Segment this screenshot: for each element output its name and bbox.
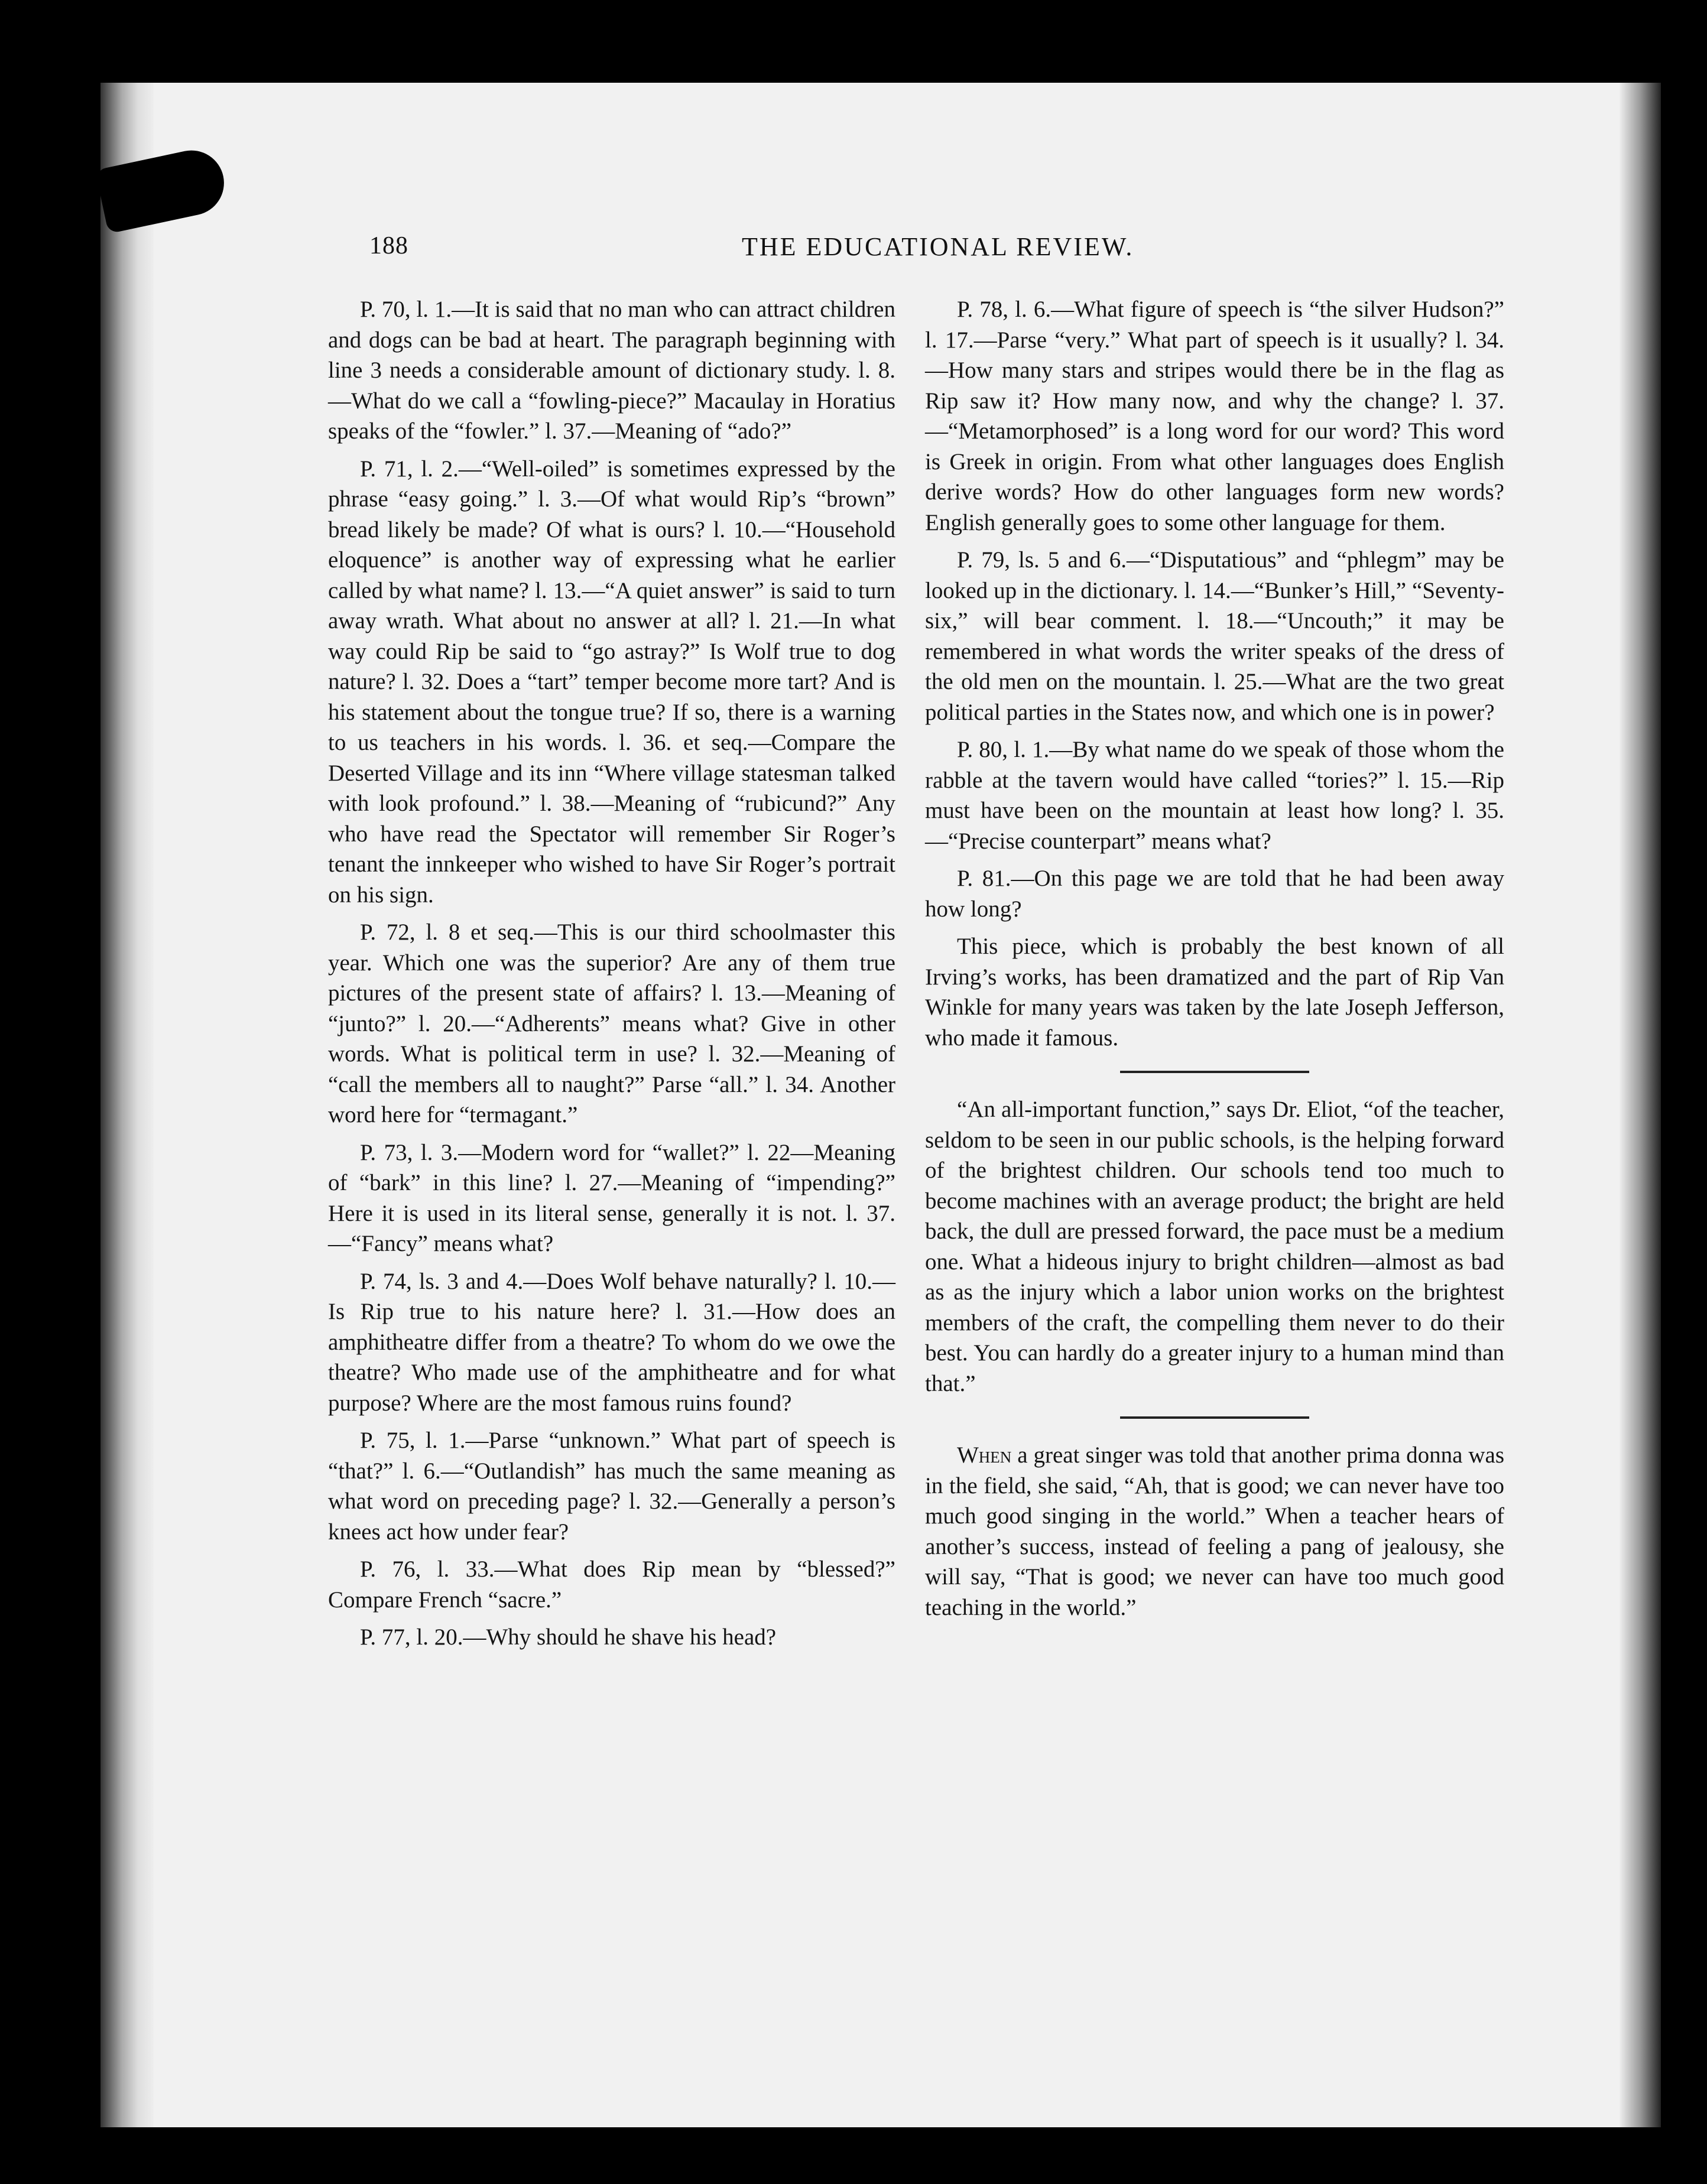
page-number: 188 [369, 232, 408, 259]
paragraph-irving-note: This piece, which is probably the best known of all Irving’s works, has been dramatized and the part of Rip Van Winkle for many years was taken by the late Joseph Jefferson, who made it famous. [925, 934, 1504, 1051]
paragraph-p79: P. 79, ls. 5 and 6.—“Disputatious” and “phlegm” may be looked up in the dictionary. l. 14.—“Bunker’s Hill,” “Seventy-six,” will bear comment. l. 18.—“Uncouth;” it may be remembered in what words the writer speaks of the dress of the old men on the mountain. l. 25.—What are the two great political parties in the States now, and which one is in power? [925, 547, 1504, 725]
paragraph-p78: P. 78, l. 6.—What figure of speech is “the silver Hudson?” l. 17.—Parse “very.” What part of speech is it usually? l. 34.—How many stars and stripes would there be in the flag as Rip saw it? How many now, and why the change? l. 37.—“Metamorphosed” is a long word for our word? This word is Greek in origin. From what other languages does English derive words? How do other languages form new words? English generally goes to some other language for them. [925, 297, 1504, 535]
page-header [369, 232, 1185, 267]
paragraph-p70: P. 70, l. 1.—It is said that no man who can attract children and dogs can be bad at heart. The paragraph beginning with line 3 needs a considerable amount of dictionary study. l. 8.—What do we call a “fowling-piece?” Macaulay in Horatius speaks of the “fowler.” l. 37.—Meaning of “ado?” [328, 297, 895, 444]
page-edge [1620, 83, 1661, 2127]
lead-word: When [957, 1442, 1012, 1468]
paragraph-p80: P. 80, l. 1.—By what name do we speak of those whom the rabble at the tavern would have called “tories?” l. 15.—Rip must have been on the mountain at least how long? l. 35.—“Precise counterpart” means what? [925, 737, 1504, 854]
paragraph-p73: P. 73, l. 3.—Modern word for “wallet?” l. 22—Meaning of “bark” in this line? l. 27.—Meaning of “impending?” Here it is used in its literal sense, generally it is not. l. 37.—“Fancy” means what? [328, 1139, 895, 1256]
right-column [925, 294, 1504, 1630]
paragraph-p76: P. 76, l. 33.—What does Rip mean by “blessed?” Compare French “sacre.” [328, 1556, 895, 1613]
running-title: THE EDUCATIONAL REVIEW. [742, 232, 1134, 261]
paragraph-p72: P. 72, l. 8 et seq.—This is our third schoolmaster this year. Which one was the superior? Are any of them true pictures of the present state of affairs? l. 13.—Meaning of “junto?” l. 20.—“Adherents” means what? Give in other words. What is political term in use? l. 32.—Meaning of “call the members all to naught?” Parse “all.” l. 34. Another word here for “termagant.” [328, 919, 895, 1127]
section-divider [1120, 1416, 1309, 1419]
paragraph-great-singer [925, 1440, 1504, 1623]
paragraph-body: a great singer was told that another prima donna was in the field, she said, “Ah, that is good; we can never have too much good singing in the world.” When a teacher hears of another’s success, instead of feeling a pang of jealousy, she will say, “That is good; we never can have too much good teaching in the world.” [925, 1442, 1504, 1620]
left-column [328, 294, 895, 1660]
section-divider [1120, 1071, 1309, 1073]
paragraph-p75: P. 75, l. 1.—Parse “unknown.” What part of speech is “that?” l. 6.—“Outlandish” has much the same meaning as what word on preceding page? l. 32.—Generally a person’s knees act how under fear? [328, 1428, 895, 1545]
paragraph-p74: P. 74, ls. 3 and 4.—Does Wolf behave naturally? l. 10.—Is Rip true to his nature here? l. 31.—How does an amphitheatre differ from a theatre? To whom do we owe the theatre? Who made use of the amphitheatre and for what purpose? Where are the most famous ruins found? [328, 1268, 895, 1416]
paragraph-eliot-quote: “An all-important function,” says Dr. Eliot, “of the teacher, seldom to be seen in our public schools, is the helping forward of the brightest children. Our schools tend too much to become machines with an average product; the bright are held back, the dull are pressed forward, the pace must be a medium one. What a hideous injury to bright children—almost as bad as as the injury which a labor union works on the brightest members of the craft, the compelling them never to do their best. You can hardly do a greater injury to a human mind than that.” [925, 1097, 1504, 1396]
paragraph-p77: P. 77, l. 20.—Why should he shave his head? [360, 1624, 777, 1650]
paragraph-p81: P. 81.—On this page we are told that he had been away how long? [925, 866, 1504, 922]
binding-gutter [100, 83, 154, 2127]
paragraph-p71: P. 71, l. 2.—“Well-oiled” is sometimes expressed by the phrase “easy going.” l. 3.—Of what would Rip’s “brown” bread likely be made? Of what is ours? l. 10.—“Household eloquence” is another way of expressing what he earlier called by what name? l. 13.—“A quiet answer” is said to turn away wrath. What about no answer at all? l. 21.—In what way could Rip be said to “go astray?” Is Wolf true to dog nature? l. 32. Does a “tart” temper become more tart? And is his statement about the tongue true? If so, there is a warning to us teachers in his words. l. 36. et seq.—Compare the Deserted Village and its inn “Where village statesman talked with look profound.” l. 38.—Meaning of “rubicund?” Any who have read the Spectator will remember Sir Roger’s tenant the innkeeper who wished to have Sir Roger’s portrait on his sign. [328, 456, 895, 908]
